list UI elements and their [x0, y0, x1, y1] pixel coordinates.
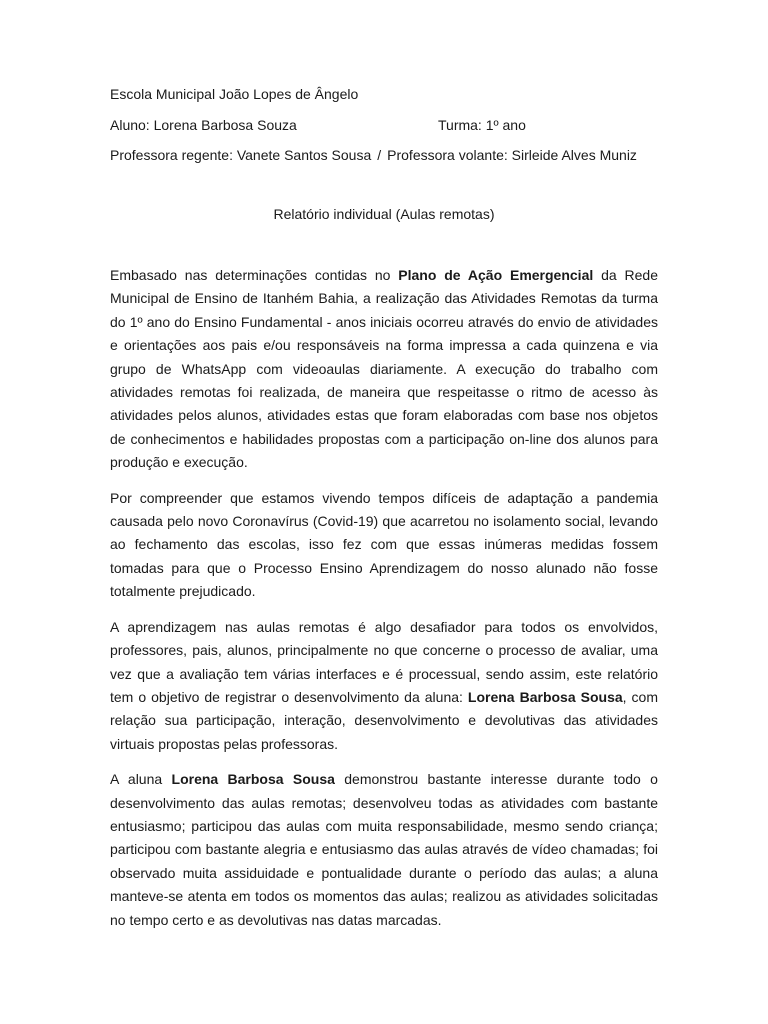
report-title: Relatório individual (Aulas remotas): [273, 206, 495, 222]
teacher-regent: Professora regente: Vanete Santos Sousa: [110, 147, 372, 163]
paragraph-3-text-b: , com relação sua participação, interação, desenvolvimento e devolutivas das atividades virtuais propostas pelas professoras.: [110, 688, 658, 752]
report-body: [110, 264, 658, 944]
teachers-row: [110, 146, 637, 164]
paragraph-4: [110, 768, 658, 932]
teacher-volunteer: Professora volante: Sirleide Alves Muniz: [387, 147, 637, 163]
paragraph-3-bold: Lorena Barbosa Sousa: [467, 688, 623, 705]
paragraph-4-bold: Lorena Barbosa Sousa: [171, 771, 335, 788]
class-label: Turma: 1º ano: [438, 117, 526, 133]
paragraph-4-text-a: A aluna: [110, 771, 172, 788]
paragraph-1-text-a: Embasado nas determinações contidas no: [110, 267, 399, 283]
student-name: Aluno: Lorena Barbosa Souza: [110, 117, 297, 133]
paragraph-4-text-b: demonstrou bastante interesse durante todo o desenvolvimento das aulas remotas; desenvolveu todas as atividades com bastante entusiasmo; participou das aulas com muita responsabilidade, mesmo sendo criança; participou com bastante alegria e entusiasmo das aulas através de vídeo chamadas; foi observado muita assiduidade e pontualidade durante o período das aulas; a aluna manteve-se atenta em todos os momentos das aulas; realizou as atividades solicitadas no tempo certo e as devolutivas nas datas marcadas.: [110, 771, 658, 928]
paragraph-3-text-a: A aprendizagem nas aulas remotas é algo desafiador para todos os envolvidos, professores, pais, alunos, principalmente no que concerne o processo de avaliar, uma vez que a avaliação tem várias interfaces e é processual, sendo assim, este relatório tem o objetivo de registrar o desenvolvimento da aluna:: [110, 618, 658, 705]
paragraph-1-text-b: da Rede Municipal de Ensino de Itanhém Bahia, a realização das Atividades Remotas da turma do 1º ano do Ensino Fundamental - anos iniciais ocorreu através do envio de atividades e orientações aos pais e/ou responsáveis na forma impressa a cada quinzena e via grupo de WhatsApp com videoaulas diariamente. A execução do trabalho com atividades remotas foi realizada, de maneira que respeitasse o ritmo de acesso às atividades pelos alunos, atividades estas que foram elaboradas com base nos objetos de conhecimentos e habilidades propostas com a participação on-line dos alunos para produção e execução.: [110, 267, 658, 471]
student-class-row: [110, 116, 526, 134]
paragraph-1-bold: Plano de Ação Emergencial: [398, 267, 594, 283]
teacher-separator: /: [377, 147, 382, 163]
paragraph-3: [110, 616, 658, 756]
paragraph-1: [110, 264, 658, 475]
school-name: Escola Municipal João Lopes de Ângelo: [110, 86, 359, 102]
paragraph-2: Por compreender que estamos vivendo tempos difíceis de adaptação a pandemia causada pelo novo Coronavírus (Covid-19) que acarretou no isolamento social, levando ao fechamento das escolas, isso fez com que essas inúmeras medidas fossem tomadas para que o Processo Ensino Aprendizagem do nosso alunado não fosse totalmente prejudicado.: [110, 489, 658, 600]
